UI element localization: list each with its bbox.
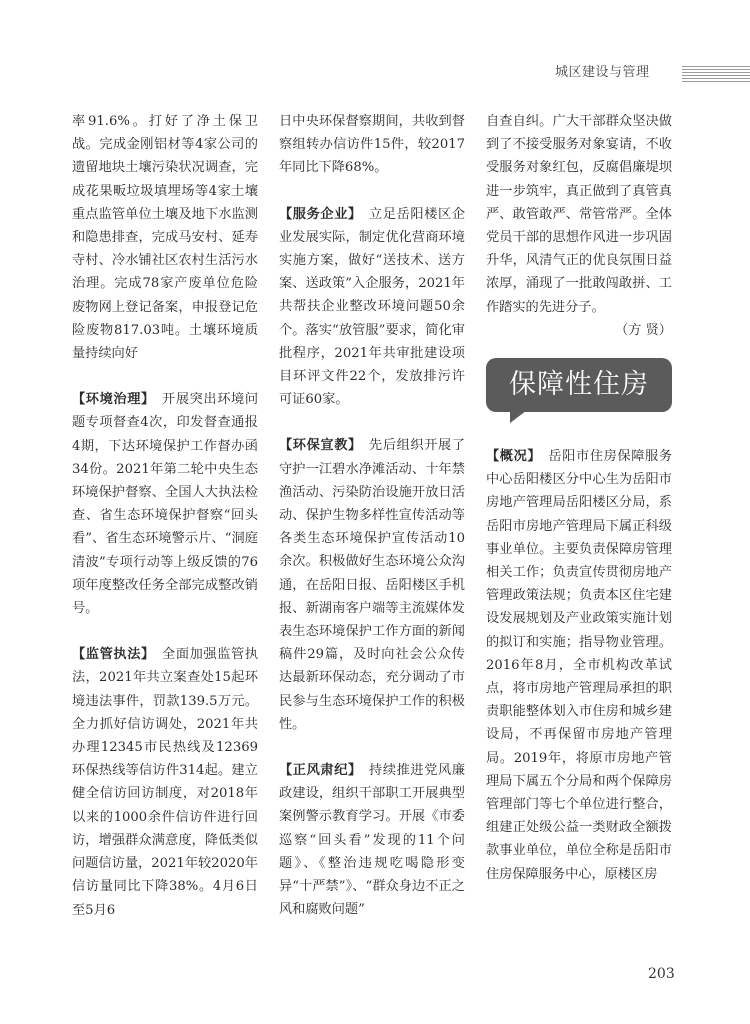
section-body: 开展突出环境问题专项督查4次，印发督查通报4期，下达环境保护工作督办函34份。2021年第二轮中央生态环境保护督察、全国人大执法检查、省生态环境保护督察“回头看”、省生态环境警示片、“洞庭清波”专项行动等上级反馈的76项年度整改任务全部完成整改销号。 — [72, 392, 259, 617]
banner-box — [486, 358, 672, 412]
section-env-governance — [72, 388, 258, 620]
section-supervision — [72, 643, 258, 921]
paragraph-continued: 自查自纠。广大干部群众坚决做到了不接受服务对象宴请，不收受服务对象红包，反腐倡廉堤坝进一步筑牢，真正做到了真管真严、敢管敢严、常管常严。全体党员干部的思想作风进一步巩固升华，风清气正的优良氛围日益浓厚，涌现了一批敢闯敢拼、工作踏实的先进分子。 — [486, 114, 672, 315]
paragraph-continued: 日中央环保督察期间，共收到督察组转办信访件15件，较2017年同比下降68%。 — [279, 114, 465, 176]
paragraph-soil: 率91.6%。打好了净土保卫战。完成金刚铝材等4家公司的遗留地块土壤污染状况调查，完成花果畈垃圾填埋场等4家土壤重点监管单位土壤及地下水监测和隐患排查，完成马安村、延寿寺村、冷水铺社区农村生活污水治理。完成78家产废单位危险废物网上登记备案，申报登记危险废物817.03吨。土壤环境质量持续向好 — [72, 114, 258, 362]
page-number: 203 — [648, 966, 675, 982]
section-tag: 【服务企业】 — [279, 206, 356, 222]
section-tag: 【概况】 — [486, 449, 535, 465]
column-2 — [279, 110, 465, 922]
running-header — [0, 62, 750, 84]
section-body: 岳阳市住房保障服务中心岳阳楼区分中心生为岳阳市房地产管理局岳阳楼区分局，系岳阳市房地产管理局下属正科级事业单位。主要负责保障房管理相关工作；负责宣传贯彻房地产管理政策法规；负责本区住宅建设发展规划及产业政策实施计划的拟订和实施；指导物业管理。2016年8月，全市机构改革试点，将市房地产管理局承担的职责职能整体划入市住房和城乡建设局，不再保留市房地产管理局。2019年，将原市房地产管理局下属五个分局和两个保障房管理部门等七个单位进行整合，组建正处级公益一类财政全额拨款事业单位，单位全称是岳阳市住房保障服务中心，原楼区房 — [486, 449, 673, 882]
section-env-education — [279, 434, 465, 736]
section-discipline — [279, 759, 465, 921]
column-3 — [486, 110, 672, 886]
section-body: 全面加强监管执法，2021年共立案查处15起环境违法事件，罚款139.5万元。全力抓好信访调处，2021年共办理12345市民热线及12369环保热线等信访件314起。建立健全信访回访制度，对2018年以来的1000余件信访件进行回访，增强群众满意度，降低类似问题信访量，2021年较2020年信访量同比下降38%。4月6日至5月6 — [72, 647, 259, 918]
section-overview — [486, 445, 672, 886]
section-tag: 【环保宣教】 — [279, 438, 356, 454]
section-title: 城区建设与管理 — [555, 65, 650, 80]
section-tag: 【监管执法】 — [72, 647, 149, 663]
section-body: 持续推进党风廉政建设，组织干部职工开展典型案例警示教育学习。开展《市委巡察“回头看”发现的11个问题》、《整治违规吃喝隐形变异“十严禁”》、“群众身边不正之风和腐败问题” — [279, 763, 466, 918]
section-tag: 【正风肃纪】 — [279, 763, 356, 779]
section-body: 立足岳阳楼区企业发展实际，制定优化营商环境实施方案，做好“送技术、送方案、送政策”入企服务，2021年共帮扶企业整改环境问题50余个。落实“放管服”要求，简化审批程序，2021年共审批建设项目环评文件22个，发放排污许可证60家。 — [279, 206, 466, 408]
banner-title: 保障性住房 — [509, 369, 649, 401]
column-1 — [72, 110, 258, 922]
section-body: 先后组织开展了守护一江碧水净滩活动、十年禁渔活动、污染防治设施开放日活动、保护生物多样性宣传活动等各类生态环境保护宣传活动10余次。积极做好生态环境公众沟通，在岳阳日报、岳阳楼区手机报、新湖南客户端等主流媒体发表生态环境保护工作方面的新闻稿件29篇，及时向社会公众传达最新环保动态，充分调动了市民参与生态环境保护工作的积极性。 — [279, 438, 466, 732]
section-banner — [486, 358, 672, 422]
section-service-enterprise — [279, 203, 465, 412]
banner-tail — [510, 411, 526, 423]
header-decoration-lines — [682, 66, 750, 82]
section-tag: 【环境治理】 — [72, 392, 149, 408]
author-credit: （方 贤） — [615, 322, 672, 338]
